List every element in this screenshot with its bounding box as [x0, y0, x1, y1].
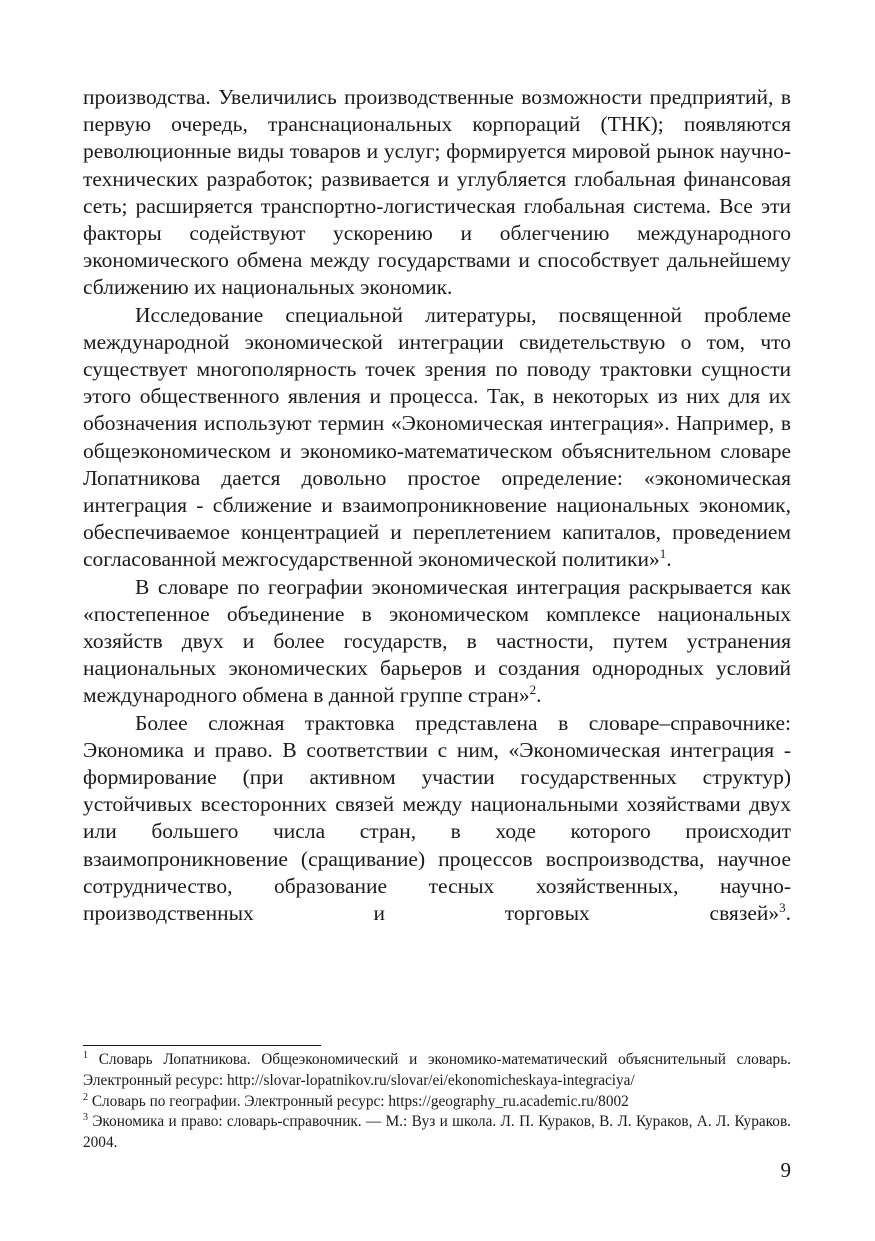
footnote-ref-1[interactable]: 1	[659, 546, 667, 562]
footnote-2-number: 2	[83, 1091, 88, 1103]
footnote-ref-2[interactable]: 2	[529, 682, 537, 698]
paragraph-3-text: В словаре по географии экономическая интеграция раскрывается как «постепенное объединение в экономическом комплексе национальных хозяйств двух и более государств, в частности, путем устранения национальных экономических барьеров и создания однородных условий международного обмена в данной группе стран»	[83, 574, 791, 708]
paragraph-3	[83, 574, 791, 710]
paragraph-4	[83, 710, 791, 928]
footnote-separator	[83, 1045, 321, 1046]
paragraph-1	[83, 84, 791, 302]
main-text	[83, 84, 791, 927]
paragraph-4-tail: .	[785, 901, 791, 926]
footnote-3-number: 3	[83, 1112, 88, 1124]
footnote-ref-3[interactable]: 3	[779, 899, 786, 915]
footnote-3-text: Экономика и право: словарь-справочник. — М.: Вуз и школа. Л. П. Кураков, В. Л. Кураков, А. Л. Кураков. 2004.	[83, 1113, 791, 1152]
paragraph-2	[83, 302, 791, 574]
page-number: 9	[780, 1158, 791, 1182]
paragraph-2-text: Исследование специальной литературы, посвященной проблеме международной экономической интеграции свидетельствую о том, что существует многополярность точек зрения по поводу трактовки сущности этого общественного явления и процесса. Так, в некоторых из них для их обозначения используют термин «Экономическая интеграция». Например, в общеэкономическом и экономико-математическом объяснительном словаре Лопатникова дается довольно простое определение: «экономическая интеграция - сближение и взаимопроникновение национальных экономик, обеспечиваемое концентрацией и переплетением капиталов, проведением согласованной межгосударственной экономической политики»	[83, 302, 791, 572]
footnote-1-text: Словарь Лопатникова. Общеэкономический и экономико-математический объяснительный словарь. Электронный ресурс: http://slovar-lopatnikov.ru/slovar/ei/ekonomicheskaya-integraciya/	[83, 1051, 791, 1089]
paragraph-3-tail: .	[536, 683, 542, 708]
footnote-2	[83, 1092, 791, 1113]
footnote-1-number: 1	[83, 1049, 88, 1061]
footnote-3	[83, 1112, 791, 1154]
footnote-1	[83, 1050, 791, 1092]
paragraph-2-tail: .	[666, 547, 672, 572]
footnotes	[83, 1050, 791, 1154]
paragraph-4-text: Более сложная трактовка представлена в словаре–справочнике: Экономика и право. В соответствии с ним, «Экономическая интеграция - формирование (при активном участии государственных структур) устойчивых всесторонних связей между национальными хозяйствами двух или большего числа стран, в ходе которого происходит взаимопроникновение (сращивание) процессов воспроизводства, научное сотрудничество, образование тесных хозяйственных, научно-производственных и торговых связей»	[83, 710, 791, 926]
footnote-2-text: Словарь по географии. Электронный ресурс: https://geography_ru.academic.ru/8002	[91, 1092, 629, 1110]
paragraph-1-text: производства. Увеличились производственные возможности предприятий, в первую очередь, транснациональных корпораций (ТНК); появляются революционные виды товаров и услуг; формируется мировой рынок научно-технических разработок; развивается и углубляется глобальная финансовая сеть; расширяется транспортно-логистическая глобальная система. Все эти факторы содействуют ускорению и облегчению международного экономического обмена между государствами и способствует дальнейшему сближению их национальных экономик.	[83, 85, 791, 300]
